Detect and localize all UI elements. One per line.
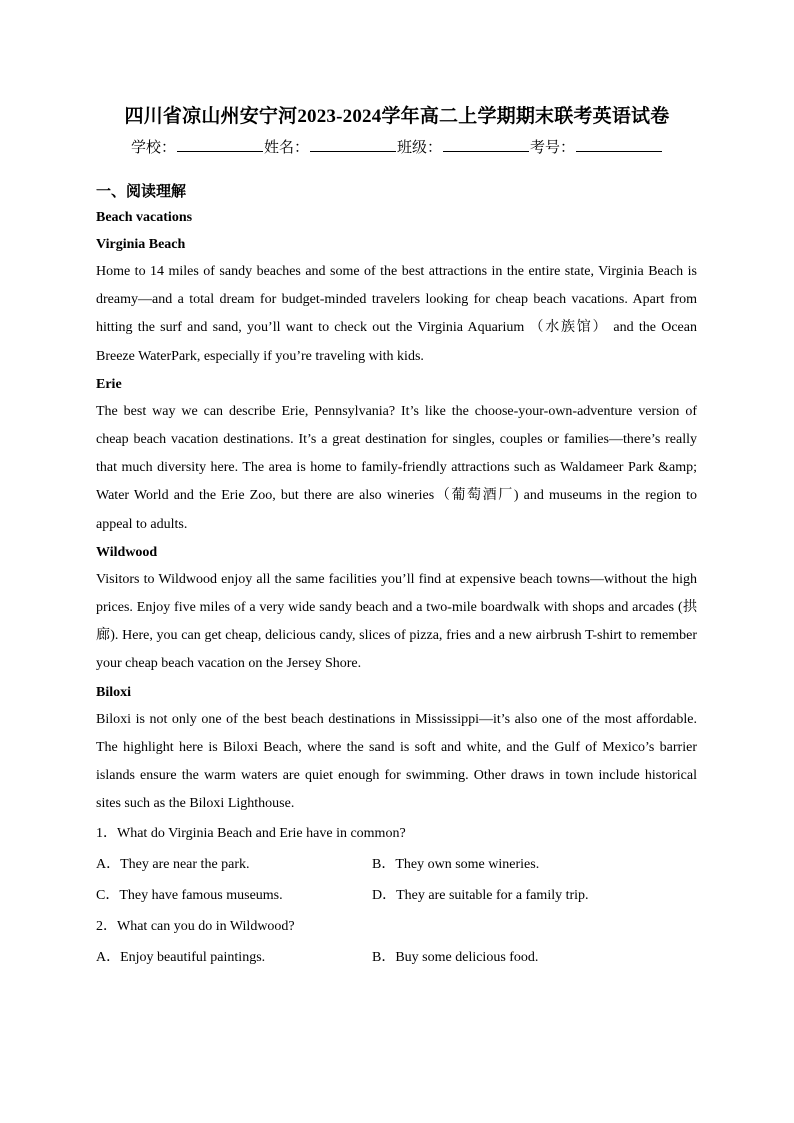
- exam-number-label: 考号：: [530, 140, 576, 156]
- class-blank[interactable]: [443, 137, 529, 152]
- question-stem: 2．What can you do in Wildwood?: [96, 919, 295, 935]
- option-b[interactable]: B．Buy some delicious food.: [372, 950, 539, 966]
- beach-paragraph: Biloxi is not only one of the best beach destinations in Mississippi—it’s also one of the most affordable. The highlight here is Biloxi Beach, where the sand is soft and white, and the Gulf of Mexico’s barrier islands ensure the warm waters are quiet enough for swimming. Other draws in town include historical sites such as the Biloxi Lighthouse.: [96, 711, 697, 812]
- page-title: 四川省凉山州安宁河2023-2024学年高二上学期期末联考英语试卷: [124, 106, 670, 127]
- beach-heading: Erie: [96, 376, 122, 392]
- exam-number-blank[interactable]: [576, 137, 662, 152]
- option-a[interactable]: A．They are near the park.: [96, 857, 250, 873]
- option-b[interactable]: B．They own some wineries.: [372, 857, 540, 873]
- student-info-line: [0, 136, 794, 157]
- beach-heading: Wildwood: [96, 544, 158, 560]
- class-label: 班级：: [397, 140, 443, 156]
- option-a[interactable]: A．Enjoy beautiful paintings.: [96, 950, 266, 966]
- beach-paragraph: Home to 14 miles of sandy beaches and some of the best attractions in the entire state, Virginia Beach is dreamy—and a total dream for budget-minded travelers looking for cheap beach vacations. Apart from hitting the surf and sand, you’ll want to check out the Virginia Aquarium （水族馆） and the Ocean Breeze WaterPark, especially if you’re traveling with kids.: [96, 264, 697, 364]
- school-label: 学校：: [130, 140, 176, 156]
- option-row: [96, 942, 697, 973]
- beach-heading: Biloxi: [96, 684, 132, 700]
- option-row: [96, 849, 697, 880]
- reading-section: [96, 180, 697, 973]
- name-label: 姓名：: [263, 140, 309, 156]
- school-blank[interactable]: [177, 137, 263, 152]
- option-d[interactable]: D．They are suitable for a family trip.: [372, 888, 589, 904]
- option-row: [96, 880, 697, 911]
- question-stem: 1．What do Virginia Beach and Erie have in common?: [96, 826, 406, 842]
- name-blank[interactable]: [310, 137, 396, 152]
- beach-paragraph: Visitors to Wildwood enjoy all the same facilities you’ll find at expensive beach towns—without the high prices. Enjoy five miles of a very wide sandy beach and a two-mile boardwalk with shops and arcades (拱廊). Here, you can get cheap, delicious candy, slices of pizza, fries and a new airbrush T-shirt to remember your cheap beach vacation on the Jersey Shore.: [96, 571, 697, 672]
- beach-paragraph: The best way we can describe Erie, Pennsylvania? It’s like the choose-your-own-adventure version of cheap beach vacation destinations. It’s a great destination for singles, couples or families—there’s really that much diversity here. The area is home to family-friendly attractions such as Waldameer Park &amp; Water World and the Erie Zoo, but there are also wineries（葡萄酒厂) and museums in the region to appeal to adults.: [96, 403, 697, 532]
- passage-title: Beach vacations: [96, 210, 193, 225]
- option-c[interactable]: C．They have famous museums.: [96, 888, 283, 904]
- section-title: 一、阅读理解: [96, 184, 187, 200]
- beach-heading: Virginia Beach: [96, 237, 186, 252]
